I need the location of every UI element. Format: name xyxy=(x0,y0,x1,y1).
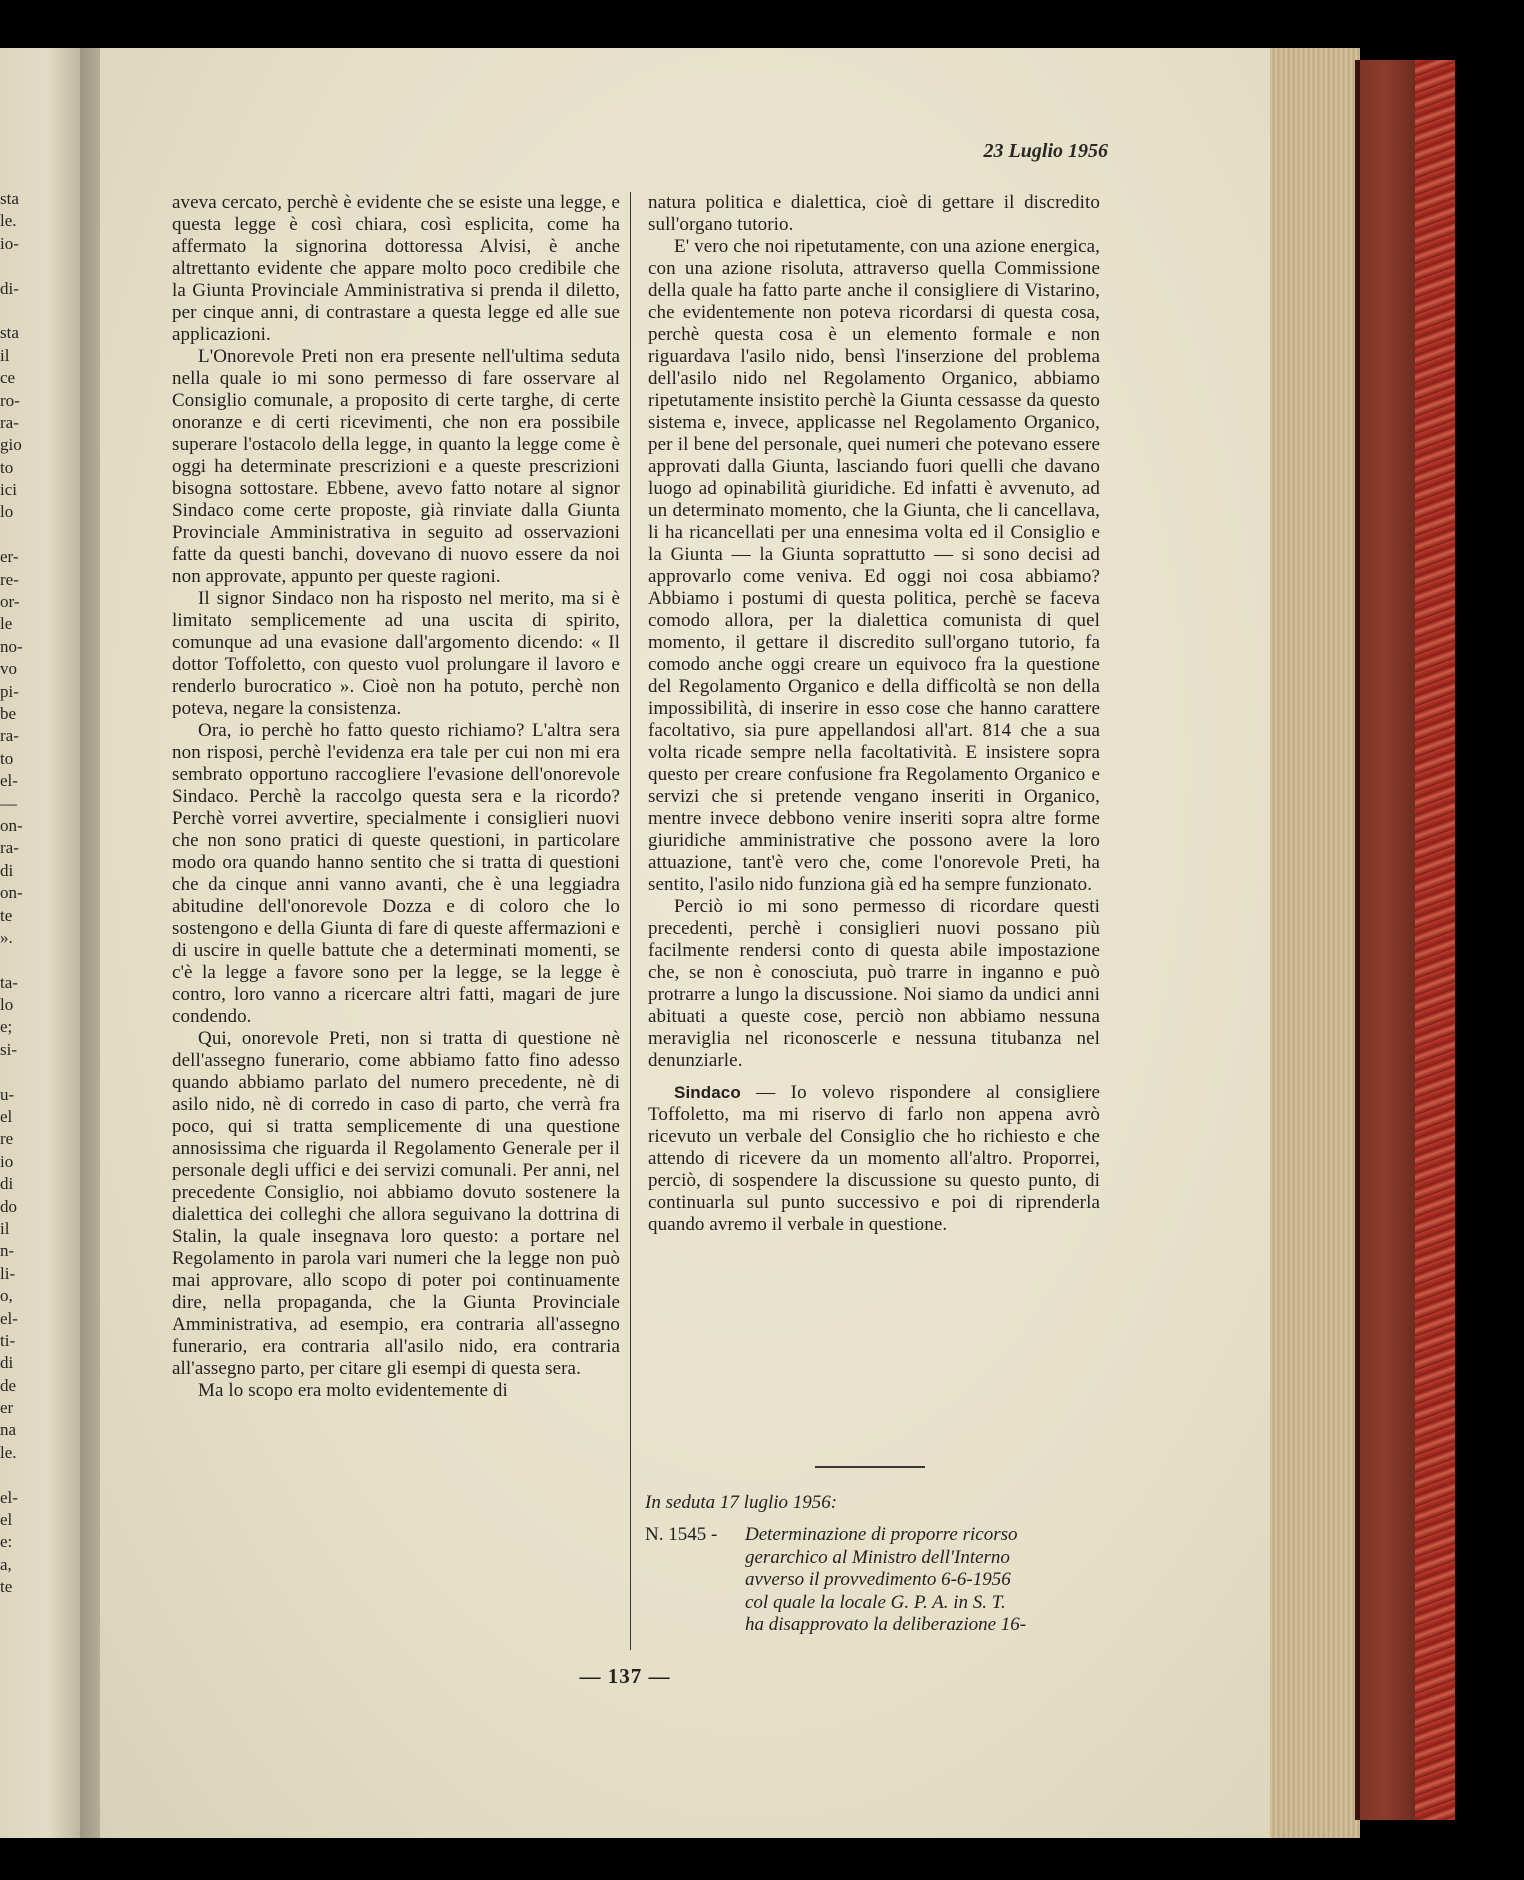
left-fragment-line: te xyxy=(0,905,13,925)
left-fragment-line xyxy=(0,255,86,277)
resolution-line: col quale la locale G. P. A. in S. T. xyxy=(745,1591,1006,1613)
left-fragment-line: sta xyxy=(0,189,19,208)
left-fragment-line: er- xyxy=(0,547,19,567)
left-fragment-line: ra- xyxy=(0,838,19,858)
left-fragment-line: le xyxy=(0,614,13,634)
left-fragment-line: te xyxy=(0,1577,13,1597)
paragraph: E' vero che noi ripetutamente, con una azione energica, con una azione risoluta, attraverso quella Commissione della quale ha fatto parte anche il consigliere di Vistarino, che evidentemente non poteva ricordarsi di questa cosa, perchè questa cosa è un elemento formale e non riguardava l'asilo nido, bensì l'inserzione del problema dell'asilo nido nel Regolamento Organico, abbiamo ripetutamente insistito perchè la Giunta cessasse da questo sistema e, invece, applicasse nel Regolamento Organico, per il bene del personale, quei numeri che potevano essere approvati dalla Giunta, lasciando fuori quelli che davano luogo ad opinabilità giuridiche. Ed infatti è avvenuto, ad un determinato momento, che la Giunta, che li cancellava, li ha ricancellati per una ennesima volta ed il Consiglio e la Giunta — la Giunta soprattutto — si sono decisi ad approvarlo come veniva. Ed oggi noi cosa abbiamo? Abbiamo i postumi di questa politica, perchè se faceva comodo allora, per la dialettica comunista di quel momento, il gettare il discredito sull'organo tutorio, fa comodo anche oggi creare un equivoco fra la questione del Regolamento Organico e della difficoltà se non della impossibilità, di inserire in esso cose che hanno carattere facoltativo, sia pure appellandosi all'art. 814 che a sua volta ricade sempre nella facoltatività. E insistere sopra questo per creare confusione fra Regolamento Organico e servizi che si pretende vengano inseriti in Organico, mentre invece debbono venire inseriti sopra altre forme giuridiche amministrative che possono avere la loro attuazione, tant'è vero che, come l'onorevole Preti, ha sentito, l'asilo nido funziona già ed ha sempre funzionato. xyxy=(648,236,1100,895)
paragraph: aveva cercato, perchè è evidente che se esiste una legge, e questa legge è così chiara, così esplicita, come ha affermato la signorina dottoressa Alvisi, è anche altrettanto evidente che appare molto poco credibile che la Giunta Provinciale Amministrativa si prenda il diletto, per cinque anni, di contrastare a questa legge ed alle sue applicazioni. xyxy=(172,192,620,345)
cover-edge xyxy=(1355,60,1360,1820)
left-fragment-line: di xyxy=(0,1174,14,1194)
left-fragment-line: ici xyxy=(0,480,17,500)
facing-left-page xyxy=(0,48,86,1838)
left-fragment-line: a, xyxy=(0,1554,12,1574)
session-heading: In seduta 17 luglio 1956: xyxy=(645,1492,838,1513)
paragraph: Ora, io perchè ho fatto questo richiamo? L'altra sera non risposi, perchè l'evidenza era tale per cui non mi era sembrato opportuno raccogliere l'evasione dell'onorevole Sindaco. Perchè la raccolgo questa sera e la ricordo? Perchè vorrei avvertire, specialmente i consiglieri nuovi che non sono pratici di queste questioni, in particolare modo ora quando hanno sentito che si tratta di questioni che da cinque anni vanno avanti, che è una leggiadra abitudine dell'onorevole Dozza e di coloro che lo sostengono e della Giunta di fare di queste affermazioni e di uscire in quelle battute che a determinati momenti, se c'è la legge a favore sono per la legge, se la legge è contro, loro vanno a ricercare altri fatti, magari de jure condendo. xyxy=(172,720,620,1027)
left-fragment-line xyxy=(0,949,86,971)
left-fragment-line: be xyxy=(0,703,17,723)
left-fragment-line: el- xyxy=(0,1308,18,1328)
left-fragment-line: si- xyxy=(0,1039,17,1059)
left-fragment-line: di- xyxy=(0,278,19,298)
speaker-text: — Io volevo rispondere al consigliere Toffoletto, ma mi riservo di farlo non appena avrò ricevuto un verbale del Consiglio che ho richiesto e che attendo di ricevere da un momento all'altro. Proporrei, perciò, di sospendere la discussione su questo punto, di continuarla sul punto successivo e poi di riprenderla quando avremo il verbale in questione. xyxy=(648,1082,1100,1235)
left-fragment-line: re- xyxy=(0,569,19,589)
left-fragment-line: ce xyxy=(0,368,16,388)
sindaco-paragraph xyxy=(648,1082,1100,1236)
left-fragment-line: no- xyxy=(0,636,23,656)
paragraph: Ma lo scopo era molto evidentemente di xyxy=(198,1380,508,1401)
left-fragment-line: ». xyxy=(0,927,13,947)
left-fragment-line: ti- xyxy=(0,1330,16,1350)
resolution-number: N. 1545 - xyxy=(645,1524,718,1545)
left-fragment-line: el xyxy=(0,1510,13,1530)
paragraph: Perciò io mi sono permesso di ricordare questi precedenti, perchè i consiglieri nuovi possano più facilmente rendersi conto di questa abile impostazione che, se non è conosciuta, può trarre in inganno e può protrarre a lungo la discussione. Noi siamo da undici anni abituati a queste cose, perciò non abbiamo nessuna meraviglia nel riconoscerle e nessuna titubanza nel denunziarle. xyxy=(648,896,1100,1071)
page-number: — 137 — xyxy=(579,1664,671,1688)
left-fragment-line: di xyxy=(0,1353,14,1373)
left-fragment-line: di xyxy=(0,860,14,880)
left-fragment-line: or- xyxy=(0,592,20,612)
left-fragment-line: el- xyxy=(0,1487,18,1507)
speaker-name: Sindaco xyxy=(674,1083,741,1102)
resolution-description xyxy=(745,1524,1105,1637)
left-fragment-line: le. xyxy=(0,211,17,231)
left-fragment-line: il xyxy=(0,1218,10,1238)
column-divider xyxy=(630,192,631,1650)
left-fragment-line xyxy=(0,1061,86,1083)
left-fragment-line: u- xyxy=(0,1084,15,1104)
left-fragment-line: gio xyxy=(0,435,22,455)
page-block-edge xyxy=(1270,48,1360,1838)
left-fragment-line: pi- xyxy=(0,681,19,701)
book-cover xyxy=(1355,60,1455,1820)
left-fragment-line: el xyxy=(0,1107,13,1127)
left-fragment-line xyxy=(0,300,86,322)
left-fragment-line: ro- xyxy=(0,390,20,410)
left-fragment-line: ta- xyxy=(0,972,18,992)
left-fragment-line: e: xyxy=(0,1532,13,1552)
left-fragment-line: ra- xyxy=(0,726,19,746)
left-fragment-line: na xyxy=(0,1420,17,1440)
left-fragment-line: do xyxy=(0,1196,17,1216)
resolution-line: avverso il provvedimento 6-6-1956 xyxy=(745,1569,1011,1590)
left-fragment-line xyxy=(0,524,86,546)
left-column xyxy=(172,192,620,1402)
left-fragment-line: o, xyxy=(0,1286,13,1306)
left-fragment-line: on- xyxy=(0,883,23,903)
right-column xyxy=(648,192,1100,1236)
left-fragment-line: sta xyxy=(0,323,19,343)
left-fragment-line: de xyxy=(0,1375,17,1395)
left-fragment-line: li- xyxy=(0,1263,16,1283)
paragraph: Qui, onorevole Preti, non si tratta di questione nè dell'assegno funerario, come abbiamo fatto fino adesso quando abbiamo parlato del numero precedente, nè di asilo nido, nè di corredo in caso di parto, che verrà fra poco, qui si tratta semplicemente di una questione annosissima che riguarda il Regolamento Generale per il personale degli uffici e dei servizi comunali. Per anni, nel precedente Consiglio, noi abbiamo dovuto sostenere la dialettica dei colleghi che allora seguivano la dottrina di Stalin, la quale insegnava loro questo: a portare nel Regolamento in parola vari numeri che la legge non può mai approvare, allo scopo di poter poi continuamente dire, nella propaganda, che la Giunta Provinciale Amministrativa, ad esempio, era contraria all'assegno funerario, era contraria all'asilo nido, era contraria all'assegno parto, per citare gli esempi di questa sera. xyxy=(172,1028,620,1379)
left-fragment-line: to xyxy=(0,748,14,768)
left-fragment-line: e; xyxy=(0,1017,13,1037)
left-fragment-line xyxy=(0,1464,86,1486)
left-fragment-line: ra- xyxy=(0,412,19,432)
resolution-line: ha disapprovato la deliberazione 16- xyxy=(745,1614,1027,1635)
left-fragment-line: lo xyxy=(0,502,14,522)
left-fragment-line: re xyxy=(0,1129,14,1149)
left-fragment-line: — xyxy=(0,793,17,813)
marbled-edge xyxy=(1415,60,1455,1820)
left-fragment-line: n- xyxy=(0,1241,15,1261)
paragraph: Il signor Sindaco non ha risposto nel merito, ma si è limitato semplicemente ad una uscita di spirito, comunque ad una evasione dall'argomento dicendo: « Il dottor Toffoletto, con questo vuol prolungare il lavoro e renderlo burocratico ». Cioè non ha potuto, perchè non poteva, negare la consistenza. xyxy=(172,588,620,719)
left-fragment-line: el- xyxy=(0,771,18,791)
running-head-date: 23 Luglio 1956 xyxy=(983,140,1108,162)
paragraph: L'Onorevole Preti non era presente nell'ultima seduta nella quale io mi sono permesso di fare osservare al Consiglio comunale, a proposito di certe targhe, di certe onoranze e di certi ricevimenti, che non era possibile superare l'ostacolo della legge, in quanto la legge come è oggi ha determinate prescrizioni e a queste prescrizioni bisogna sottostare. Ebbene, avevo fatto notare al signor Sindaco come certe proposte, già rinviate dalla Giunta Provinciale Amministrativa in seguito ad osservazioni fatte da questi banchi, dovevano di nuovo essere da noi non approvate, appunto per queste ragioni. xyxy=(172,346,620,587)
left-fragment-line: er xyxy=(0,1398,14,1418)
left-fragment-line: to xyxy=(0,457,14,477)
resolution-line: Determinazione di proporre ricorso xyxy=(745,1524,1018,1545)
left-fragment-line: on- xyxy=(0,815,23,835)
resolution-line: gerarchico al Ministro dell'Interno xyxy=(745,1546,1010,1568)
left-fragment-line: vo xyxy=(0,659,17,679)
left-fragment-line: io- xyxy=(0,233,19,253)
left-fragment-line: lo xyxy=(0,995,14,1015)
paragraph: natura politica e dialettica, cioè di gettare il discredito sull'organo tutorio. xyxy=(648,192,1100,235)
left-fragment-line: il xyxy=(0,345,10,365)
left-fragment-line: io xyxy=(0,1151,14,1171)
section-separator xyxy=(815,1466,925,1468)
left-fragment-line: le. xyxy=(0,1442,17,1462)
left-page-fragments xyxy=(0,188,86,1599)
